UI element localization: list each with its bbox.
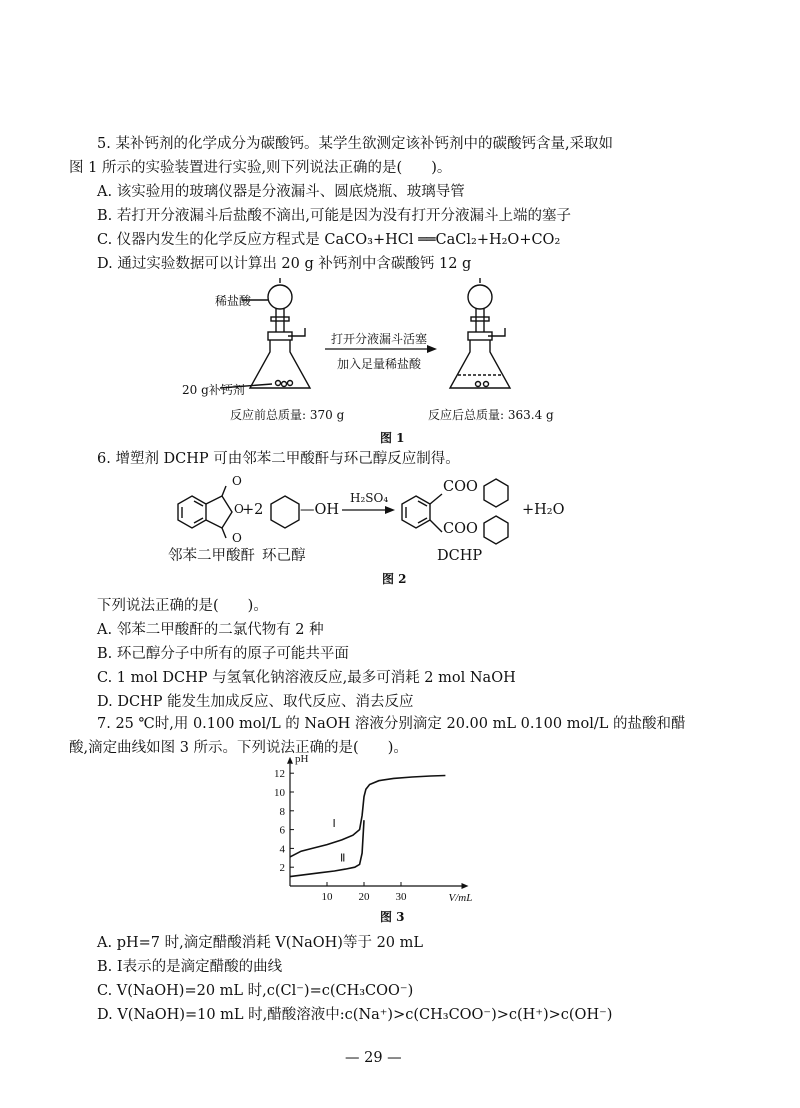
y-tick-label: 4 (279, 843, 285, 856)
q6-option-a: A. 邻苯二甲酸酐的二氯代物有 2 种 (97, 622, 324, 638)
q7-option-d: D. V(NaOH)=10 mL 时,醋酸溶液中:c(Na⁺)>c(CH₃COO⁻)>c(H⁺)>c(OH⁻) (97, 1007, 613, 1023)
anhydride-o-top: O (232, 474, 242, 488)
q6-option-c: C. 1 mol DCHP 与氢氧化钠溶液反应,最多可消耗 2 mol NaOH (97, 670, 516, 686)
arrow-label-bottom: 加入足量稀盐酸 (337, 357, 422, 371)
q5-option-c-text: C. 仪器内发生的化学反应方程式是 (97, 232, 325, 248)
q7-option-b: B. Ⅰ表示的是滴定醋酸的曲线 (97, 959, 283, 975)
series-label-2: Ⅱ (339, 852, 346, 865)
q6-question: 下列说法正确的是( )。 (97, 598, 268, 614)
y-tick-label: 12 (274, 768, 285, 781)
y-tick-label: 10 (274, 787, 285, 799)
series-curve-1 (290, 776, 445, 857)
phthalic-anhydride-structure (178, 486, 232, 538)
label-calcium-sample: 20 g补钙剂 (182, 383, 245, 397)
name-phthalic-anhydride: 邻苯二甲酸酐 (168, 548, 255, 564)
figure3-caption: 图 3 (380, 910, 405, 924)
q5-option-c-equation: CaCO₃+HCl ══CaCl₂+H₂O+CO₂ (324, 232, 561, 248)
page-number: — 29 — (345, 1050, 402, 1066)
name-cyclohexanol: 环己醇 (262, 548, 306, 564)
catalyst-arrow (342, 506, 395, 514)
catalyst-label: H₂SO₄ (350, 491, 389, 505)
chart-labels (295, 753, 472, 904)
mass-after: 反应后总质量: 363.4 g (428, 408, 554, 422)
series-curve-2 (290, 817, 364, 876)
ester-group-top: COO (443, 479, 478, 495)
x-tick-label: 10 (321, 891, 333, 903)
x-axis-arrow (462, 883, 469, 889)
chart-ticks (274, 768, 407, 903)
y-axis-arrow (287, 757, 293, 764)
series-label-1: Ⅰ (332, 817, 336, 830)
q5-option-b: B. 若打开分液漏斗后盐酸不滴出,可能是因为没有打开分液漏斗上端的塞子 (97, 208, 571, 224)
y-tick-label: 8 (279, 805, 285, 818)
x-tick-label: 20 (358, 891, 370, 903)
figure3-titration-chart (0, 752, 800, 918)
q5-stem-line2: 图 1 所示的实验装置进行实验,则下列说法正确的是( )。 (69, 160, 452, 176)
q6-option-b: B. 环己醇分子中所有的原子可能共平面 (97, 646, 349, 662)
q7-option-c: C. V(NaOH)=20 mL 时,c(Cl⁻)=c(CH₃COO⁻) (97, 983, 414, 999)
water-product: +H₂O (522, 502, 565, 518)
q6-stem: 6. 增塑剂 DCHP 可由邻苯二甲酸酐与环己醇反应制得。 (97, 451, 460, 467)
y-axis-label: pH (295, 752, 309, 765)
x-tick-label: 30 (395, 891, 407, 903)
q6-option-d: D. DCHP 能发生加成反应、取代反应、消去反应 (97, 694, 414, 710)
cyclohexanol-structure (271, 496, 299, 528)
anhydride-o-bottom: O (232, 531, 242, 545)
q5-option-d: D. 通过实验数据可以计算出 20 g 补钙剂中含碳酸钙 12 g (97, 256, 472, 272)
q7-stem-line1: 7. 25 ℃时,用 0.100 mol/L 的 NaOH 溶液分别滴定 20.00 mL 0.100 mol/L 的盐酸和醋 (97, 716, 686, 732)
figure1-caption: 图 1 (380, 431, 405, 445)
label-dilute-hcl: 稀盐酸 (215, 294, 252, 308)
anhydride-o-mid: O (234, 502, 244, 516)
y-tick-label: 6 (279, 824, 285, 837)
mass-before: 反应前总质量: 370 g (230, 408, 345, 422)
q5-option-c (97, 230, 560, 250)
chart-curves (290, 776, 445, 877)
y-tick-label: 2 (279, 862, 285, 875)
arrow-label-top: 打开分液漏斗活塞 (331, 332, 428, 346)
figure2-reaction (0, 472, 800, 552)
x-axis-label: V/mL (448, 892, 473, 904)
chart-axes (287, 757, 469, 889)
q5-option-a: A. 该实验用的玻璃仪器是分液漏斗、圆底烧瓶、玻璃导管 (97, 184, 465, 200)
ester-group-bottom: COO (443, 521, 478, 537)
figure1-apparatus (0, 270, 800, 430)
q7-stem-line2: 酸,滴定曲线如图 3 所示。下列说法正确的是( )。 (69, 740, 408, 756)
q5-stem-line1: 5. 某补钙剂的化学成分为碳酸钙。某学生欲测定该补钙剂中的碳酸钙含量,采取如 (97, 136, 614, 152)
flask-after (450, 278, 510, 388)
q7-option-a: A. pH=7 时,滴定醋酸消耗 V(NaOH)等于 20 mL (97, 935, 424, 951)
stoichiometric-coefficient: +2 (242, 502, 264, 518)
name-dchp: DCHP (437, 548, 483, 564)
hydroxyl-group: —OH (300, 502, 340, 518)
figure2-caption: 图 2 (382, 572, 407, 586)
